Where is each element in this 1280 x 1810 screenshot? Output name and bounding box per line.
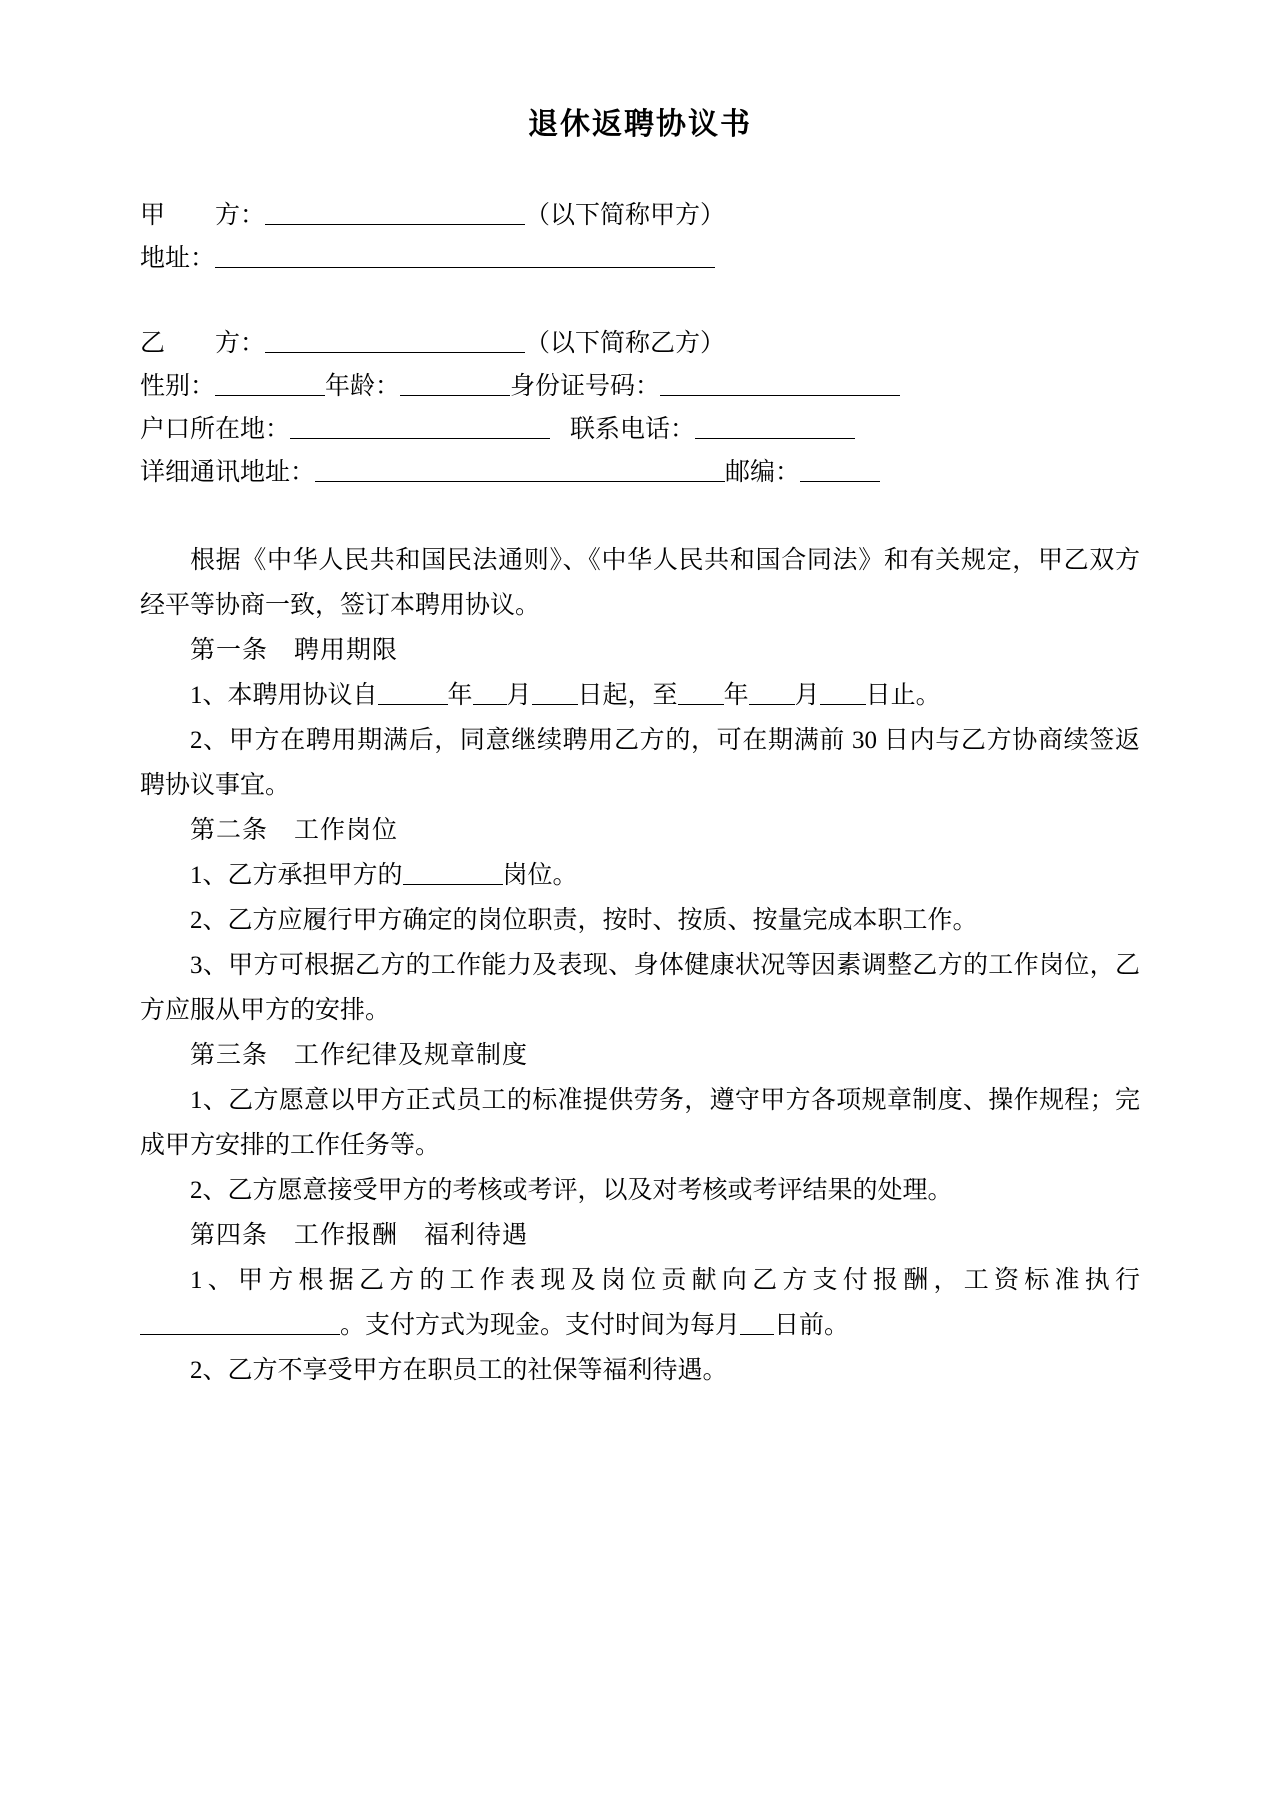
hukou-label: 户口所在地： <box>140 416 291 443</box>
clause-1-1-seg-5: 月 <box>794 682 820 709</box>
article-3-heading: 第三条 工作纪律及规章制度 <box>190 1042 529 1069</box>
article-4-clause-2 <box>140 1348 1140 1393</box>
position-blank[interactable] <box>403 858 503 885</box>
start-year-blank[interactable] <box>378 678 448 705</box>
party-b-label: 乙 方： <box>140 330 266 357</box>
clause-4-1-seg-0: 执行 <box>1084 1267 1140 1294</box>
preamble-line-2: 关规定，甲乙双方经平等协商一致，签订本聘用协议。 <box>140 547 1140 619</box>
salary-standard-blank[interactable] <box>140 1308 340 1335</box>
party-a-label: 甲 方： <box>140 202 266 229</box>
clause-4-2-line-1: 2、乙方不享受甲方在职员工的社保等福利待遇。 <box>190 1357 728 1384</box>
mail-address-input-blank[interactable] <box>315 455 725 482</box>
article-3-clause-2 <box>140 1168 1140 1213</box>
mail-address-label: 详细通讯地址： <box>140 459 316 486</box>
end-month-blank[interactable] <box>749 678 795 705</box>
preamble-paragraph <box>140 538 1140 628</box>
phone-label: 联系电话： <box>570 416 696 443</box>
clause-2-2-line-1: 2、乙方应履行甲方确定的岗位职责，按时、按质、按量完成本职工 <box>190 907 928 934</box>
payday-blank[interactable] <box>740 1308 774 1335</box>
clause-4-1-seg-2: 日前。 <box>774 1312 850 1339</box>
clause-1-1-seg-6: 日止。 <box>865 682 941 709</box>
id-input-blank[interactable] <box>660 369 900 396</box>
clause-3-2-line-1: 2、乙方愿意接受甲方的考核或考评，以及对考核或考评结果的处理。 <box>190 1177 953 1204</box>
page-title: 退休返聘协议书 <box>528 108 752 141</box>
clause-4-1-seg-1: 。支付方式为现金。支付时间为每月 <box>340 1312 741 1339</box>
article-4-heading: 第四条 工作报酬 福利待遇 <box>190 1222 529 1249</box>
mail-address-postcode-row <box>140 451 1140 494</box>
article-2-heading: 第二条 工作岗位 <box>190 817 399 844</box>
address-label: 地址： <box>140 245 216 272</box>
postcode-label: 邮编： <box>725 459 801 486</box>
clause-2-1-seg-0: 1、乙方承担甲方的 <box>190 862 403 889</box>
gender-label: 性别： <box>140 373 216 400</box>
party-b-input-blank[interactable] <box>265 326 525 353</box>
article-2-clause-3 <box>140 943 1140 1033</box>
party-a-input-blank[interactable] <box>265 198 525 225</box>
party-a-suffix: （以下简称甲方） <box>525 202 726 229</box>
clause-1-1-seg-1: 年 <box>447 682 473 709</box>
clause-1-2-line-2: 与乙方协商续签返聘协议事宜。 <box>140 727 1140 799</box>
section-spacer <box>140 280 1140 322</box>
end-year-blank[interactable] <box>678 678 724 705</box>
id-label: 身份证号码： <box>510 373 661 400</box>
party-a-address-input-blank[interactable] <box>215 241 715 268</box>
party-b-row <box>140 322 1140 365</box>
party-a-address-row <box>140 237 1140 280</box>
article-3-clause-1 <box>140 1078 1140 1168</box>
age-input-blank[interactable] <box>400 369 510 396</box>
clause-1-1-seg-2: 月 <box>506 682 532 709</box>
preamble-line-1: 根据《中华人民共和国民法通则》、《中华人民共和国合同法》和有 <box>190 547 936 574</box>
start-day-blank[interactable] <box>532 678 578 705</box>
party-a-row <box>140 194 1140 237</box>
party-information-block <box>140 194 1140 494</box>
gender-input-blank[interactable] <box>215 369 325 396</box>
clause-3-1-line-1: 1、乙方愿意以甲方正式员工的标准提供劳务，遵守甲方各项规章制 <box>190 1087 938 1114</box>
postcode-input-blank[interactable] <box>800 455 880 482</box>
clause-1-1-seg-4: 年 <box>723 682 749 709</box>
article-4-clause-1 <box>140 1258 1140 1348</box>
clause-2-2-line-2: 作。 <box>927 907 978 934</box>
clause-2-3-line-1: 3、甲方可根据乙方的工作能力及表现、身体健康状况等因素调整乙 <box>190 952 938 979</box>
party-b-suffix: （以下简称乙方） <box>525 330 726 357</box>
clause-2-3-line-2: 方的工作岗位，乙方应服从甲方的安排。 <box>140 952 1140 1024</box>
gender-age-id-row <box>140 365 1140 408</box>
start-month-blank[interactable] <box>473 678 507 705</box>
clause-3-1-line-2: 度、操作规程；完成甲方安排的工作任务等。 <box>140 1087 1140 1159</box>
article-2-clause-2 <box>140 898 1140 943</box>
article-2-clause-1 <box>140 853 1140 898</box>
clause-4-1-line-1: 1、甲方根据乙方的工作表现及岗位贡献向乙方支付报酬，工资标准 <box>190 1267 1085 1294</box>
end-day-blank[interactable] <box>820 678 866 705</box>
clause-1-2-line-1: 2、甲方在聘用期满后，同意继续聘用乙方的，可在期满前 30 日内 <box>190 727 936 754</box>
clause-2-1-seg-1: 岗位。 <box>502 862 578 889</box>
article-1-heading: 第一条 聘用期限 <box>190 637 399 664</box>
agreement-body <box>140 538 1140 1393</box>
clause-1-1-seg-0: 1、本聘用协议自 <box>190 682 378 709</box>
phone-input-blank[interactable] <box>695 412 855 439</box>
age-label: 年龄： <box>325 373 401 400</box>
hukou-input-blank[interactable] <box>290 412 550 439</box>
article-1-clause-1 <box>140 673 1140 718</box>
clause-1-1-seg-3: 日起，至 <box>577 682 678 709</box>
hukou-phone-row <box>140 408 1140 451</box>
article-1-clause-2 <box>140 718 1140 808</box>
